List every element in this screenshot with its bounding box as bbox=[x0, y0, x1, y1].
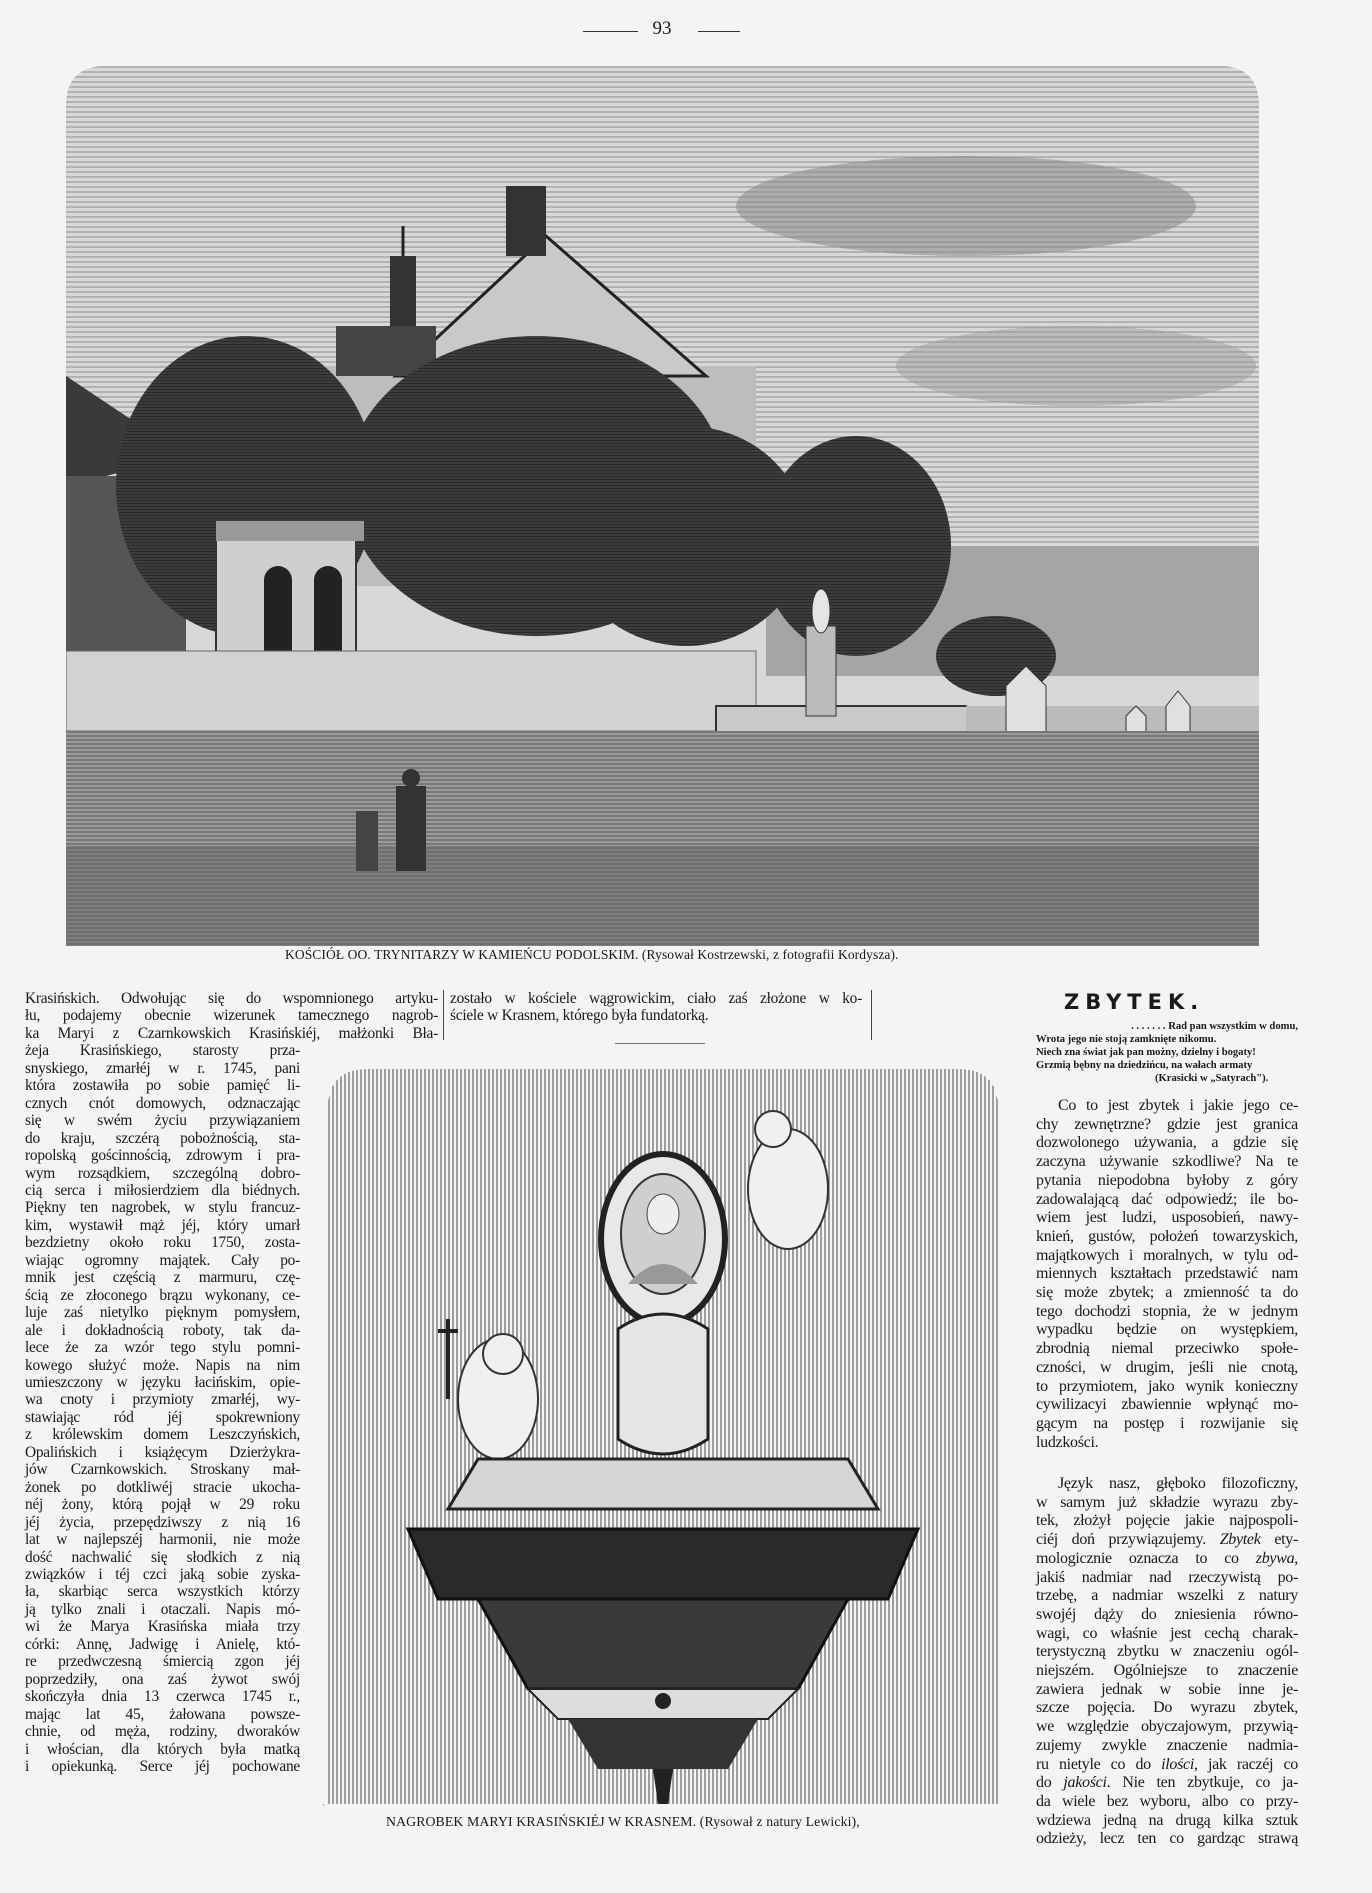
text-line: jakiś nadmiar nad rzeczywistą po- bbox=[1036, 1568, 1298, 1586]
text-line: pytania niepodobna byłoby z góry bbox=[1036, 1171, 1298, 1189]
text-line: dozwolonego używania, a gdzie się bbox=[1036, 1134, 1298, 1152]
article-title: ZBYTEK. bbox=[1064, 990, 1205, 1014]
text-line: tek, złożył pojęcie jakie najpospoli- bbox=[1036, 1512, 1298, 1530]
text-line: zaczyna używanie szkodliwe? Na te bbox=[1036, 1153, 1298, 1171]
text-line: cznych cnót domowych, odznaczając bbox=[25, 1094, 300, 1112]
text-line: cią serca i miłosierdziem dla biédnych. bbox=[25, 1182, 300, 1200]
text-line: ropolską gościnnością, zdrowym i pra- bbox=[25, 1147, 300, 1165]
text-line: knień, gustów, położeń towarzyskich, bbox=[1036, 1227, 1298, 1245]
text-line: re przedwczesną śmiercią zgon jéj bbox=[25, 1653, 300, 1671]
text-line: która zostawiła po sobie pamięć li- bbox=[25, 1077, 300, 1095]
text-line: wym rozsądkiem, szczególną dobro- bbox=[25, 1164, 300, 1182]
bottom-illustration-caption: NAGROBEK MARYI KRASIŃSKIÉJ W KRASNEM. (Rysował z natury Lewicki), bbox=[386, 1814, 860, 1829]
text-line: wiając ogromny majątek. Cały po- bbox=[25, 1251, 300, 1269]
page-number: 93 bbox=[652, 18, 672, 39]
text-line: wiem jest ludzi, usposobień, nawy- bbox=[1036, 1209, 1298, 1227]
text-line: i włościan, dla których była matką bbox=[25, 1740, 300, 1758]
article-paragraph-2 bbox=[1036, 1475, 1298, 1849]
text-line: łu, podajemy obecnie wizerunek tamecznego nagrob- bbox=[25, 1007, 438, 1025]
text-line: néj żony, którą pojął w 29 roku bbox=[25, 1496, 300, 1514]
text-line: ciéj doń przywiązujemy. Zbytek ety- bbox=[1036, 1531, 1298, 1549]
text-line: w samym już składzie wyrazu zby- bbox=[1036, 1493, 1298, 1511]
text-line: swojéj dąży do zniesienia równo- bbox=[1036, 1605, 1298, 1623]
page-number-rule-right bbox=[698, 31, 740, 32]
text-line: majątkowych i moralnych, w tylu od- bbox=[1036, 1246, 1298, 1264]
text-line: terystyczną zbytku w znaczeniu ogól- bbox=[1036, 1643, 1298, 1661]
text-line: Krasińskich. Odwołując się do wspomnionego artyku- bbox=[25, 990, 438, 1007]
page-number-rule-left bbox=[583, 31, 638, 32]
text-line: trzebę, a nadmiar wszelki z natury bbox=[1036, 1587, 1298, 1605]
text-line: stawiając ród jéj spokrewniony bbox=[25, 1408, 300, 1426]
top-illustration-caption: KOŚCIÓŁ OO. TRYNITARZY W KAMIEŃCU PODOLSKIM. (Rysował Kostrzewski, z fotografii Kordysza). bbox=[285, 947, 899, 962]
text-line: skończyła dnia 13 czerwca 1745 r., bbox=[25, 1688, 300, 1706]
left-column-text bbox=[25, 1042, 300, 1775]
text-line: zadowalającą dać odpowiedź; ile bo- bbox=[1036, 1190, 1298, 1208]
text-line: kim, wystawił mąż jéj, który umarł bbox=[25, 1216, 300, 1234]
text-line: ale i dokładnością roboty, tak da- bbox=[25, 1321, 300, 1339]
text-line: mologicznie oznacza to co zbywa, bbox=[1036, 1549, 1298, 1567]
text-line: poprzedziły, ona zaś żywot swój bbox=[25, 1670, 300, 1688]
text-line: umieszczony w języku łacińskim, opie- bbox=[25, 1374, 300, 1391]
text-line: jéj życia, przepędziwszy z nią 16 bbox=[25, 1513, 300, 1531]
epigraph-line: Grzmią bębny na dziedzińcu, na wałach armaty bbox=[1036, 1060, 1253, 1071]
text-line: czności, w drugim, jeśli nie cnotą, bbox=[1036, 1358, 1298, 1376]
text-line: się może zbytek; a zmienność ta do bbox=[1036, 1284, 1298, 1302]
emphasis: jakości bbox=[1063, 1774, 1107, 1792]
text-line: odzieży, lecz ten co gardząc strawą bbox=[1036, 1830, 1298, 1848]
column-rule bbox=[443, 990, 444, 1040]
text-line: żeja Krasińskiego, starosty prza- bbox=[25, 1042, 300, 1060]
text-line: związków i téj czci jaką sobie zyska- bbox=[25, 1565, 300, 1583]
text-line: do jakości. Nie ten zbytkuje, co ja- bbox=[1036, 1774, 1298, 1792]
text-line: córki: Annę, Jadwigę i Anielę, któ- bbox=[25, 1635, 300, 1653]
text-line: ła, skarbiąc serca wszystkich którzy bbox=[25, 1583, 300, 1601]
text-line: ścią ze złoconego brązu wykonany, ce- bbox=[25, 1286, 300, 1304]
text-line: mając lat 45, żałowana powsze- bbox=[25, 1705, 300, 1723]
church-engraving bbox=[66, 66, 1259, 946]
text-line: cywilizacyi zbawiennie wpłynąć mo- bbox=[1036, 1396, 1298, 1414]
engraver-mark: · bbox=[322, 1800, 325, 1810]
text-line: zujemy zwykle znaczenie nadmia- bbox=[1036, 1736, 1298, 1754]
text-line: zostało w kościele wągrowickim, ciało zaś złożone w ko- bbox=[450, 990, 862, 1007]
text-line: Język nasz, głęboko filozoficzny, bbox=[1058, 1475, 1298, 1492]
epigraph bbox=[1036, 1020, 1298, 1072]
epigraph-source: (Krasicki w „Satyrach"). bbox=[1155, 1073, 1269, 1084]
text-line: szcze pojęcia. Do wyrazu zbytek, bbox=[1036, 1699, 1298, 1717]
emphasis: Zbytek bbox=[1219, 1531, 1261, 1549]
text-line: dość nachwalić się słodkich z nią bbox=[25, 1548, 300, 1566]
section-divider bbox=[615, 1043, 705, 1044]
text-line: z królewskim domem Leszczyńskich, bbox=[25, 1426, 300, 1444]
tombstone-engraving bbox=[328, 1069, 998, 1812]
text-line: wa cnoty i przymioty zmarłéj, wy- bbox=[25, 1391, 300, 1409]
text-line: wi że Marya Krasińska miała trzy bbox=[25, 1618, 300, 1636]
text-line: lat w najlepszéj harmonii, nie może bbox=[25, 1531, 300, 1549]
text-line: snyskiego, zmarłéj w r. 1745, pani bbox=[25, 1059, 300, 1077]
left-column-wide bbox=[25, 990, 438, 1042]
text-line: zawiera jednak w sobie inne je- bbox=[1036, 1680, 1298, 1698]
text-line: da wiele bez wyboru, albo co przy- bbox=[1036, 1792, 1298, 1810]
article-paragraph-1 bbox=[1036, 1097, 1298, 1452]
text-line: ru nietyle co do ilości, jak raczéj co bbox=[1036, 1755, 1298, 1773]
text-line: luje zaś nietylko pięknym pomysłem, bbox=[25, 1304, 300, 1322]
text-line: żonek po dotkliwéj stracie ukocha- bbox=[25, 1478, 300, 1496]
text-line: niejszém. Ogólniejsze to znaczenie bbox=[1036, 1662, 1298, 1680]
epigraph-line: . . . . . . . Rad pan wszystkim w domu, bbox=[1131, 1021, 1298, 1032]
text-line: mnik jest częścią z marmuru, czę- bbox=[25, 1269, 300, 1287]
text-line: we względzie obyczajowym, przywią- bbox=[1036, 1718, 1298, 1736]
text-line: tego dochodzi stopnia, że w jednym bbox=[1036, 1302, 1298, 1320]
epigraph-line: Niech zna świat jak pan możny, dzielny i bogaty! bbox=[1036, 1047, 1256, 1058]
text-line: ludzkości. bbox=[1036, 1433, 1099, 1451]
epigraph-line: Wrota jego nie stoją zamknięte nikomu. bbox=[1036, 1034, 1217, 1045]
text-line: ją tylko znali i otaczali. Napis mó- bbox=[25, 1600, 300, 1618]
text-line: chnie, od męża, rodziny, dworaków bbox=[25, 1723, 300, 1741]
text-line: Co to jest zbytek i jakie jego ce- bbox=[1058, 1097, 1298, 1114]
column-rule bbox=[871, 990, 872, 1040]
emphasis: ilości bbox=[1161, 1755, 1194, 1773]
text-line: chy zewnętrzne? gdzie jest granica bbox=[1036, 1115, 1298, 1133]
text-line: i opiekunką. Serce jéj pochowane bbox=[25, 1757, 300, 1775]
emphasis: zbywa bbox=[1255, 1549, 1295, 1567]
text-line: bezdzietny około roku 1750, zosta- bbox=[25, 1234, 300, 1252]
text-line: wypadku będzie on występkiem, bbox=[1036, 1321, 1298, 1339]
text-line: wdziewa jedną na drugą kilka sztuk bbox=[1036, 1811, 1298, 1829]
text-line: zbrodnią niemal przeciwko społe- bbox=[1036, 1340, 1298, 1358]
text-line: ściele w Krasnem, którego była fundatorką. bbox=[450, 1007, 709, 1025]
text-line: lece że za wzór tego stylu pomni- bbox=[25, 1339, 300, 1357]
text-line: wagi, co właśnie jest cechą charak- bbox=[1036, 1624, 1298, 1642]
text-line: Piękny ten nagrobek, w stylu francuz- bbox=[25, 1199, 300, 1217]
text-line: gącym na postęp i rozwijanie się bbox=[1036, 1414, 1298, 1432]
text-line: miennych kształtach przedstawić nam bbox=[1036, 1265, 1298, 1283]
text-line: się w swém życiu przywiązaniem bbox=[25, 1112, 300, 1130]
text-line: do kraju, szczérą pobożnością, sta- bbox=[25, 1129, 300, 1147]
text-line: jów Czarnkowskich. Stroskany mał- bbox=[25, 1461, 300, 1479]
text-line: Opalińskich i książęcym Dzierżykra- bbox=[25, 1443, 300, 1461]
text-line: kowego służyć może. Napis na nim bbox=[25, 1356, 300, 1374]
middle-column-text bbox=[450, 990, 862, 1025]
text-line: ka Maryi z Czarnkowskich Krasińskiéj, małżonki Bła- bbox=[25, 1024, 438, 1042]
text-line: to przymiotem, jako wynik konieczny bbox=[1036, 1377, 1298, 1395]
